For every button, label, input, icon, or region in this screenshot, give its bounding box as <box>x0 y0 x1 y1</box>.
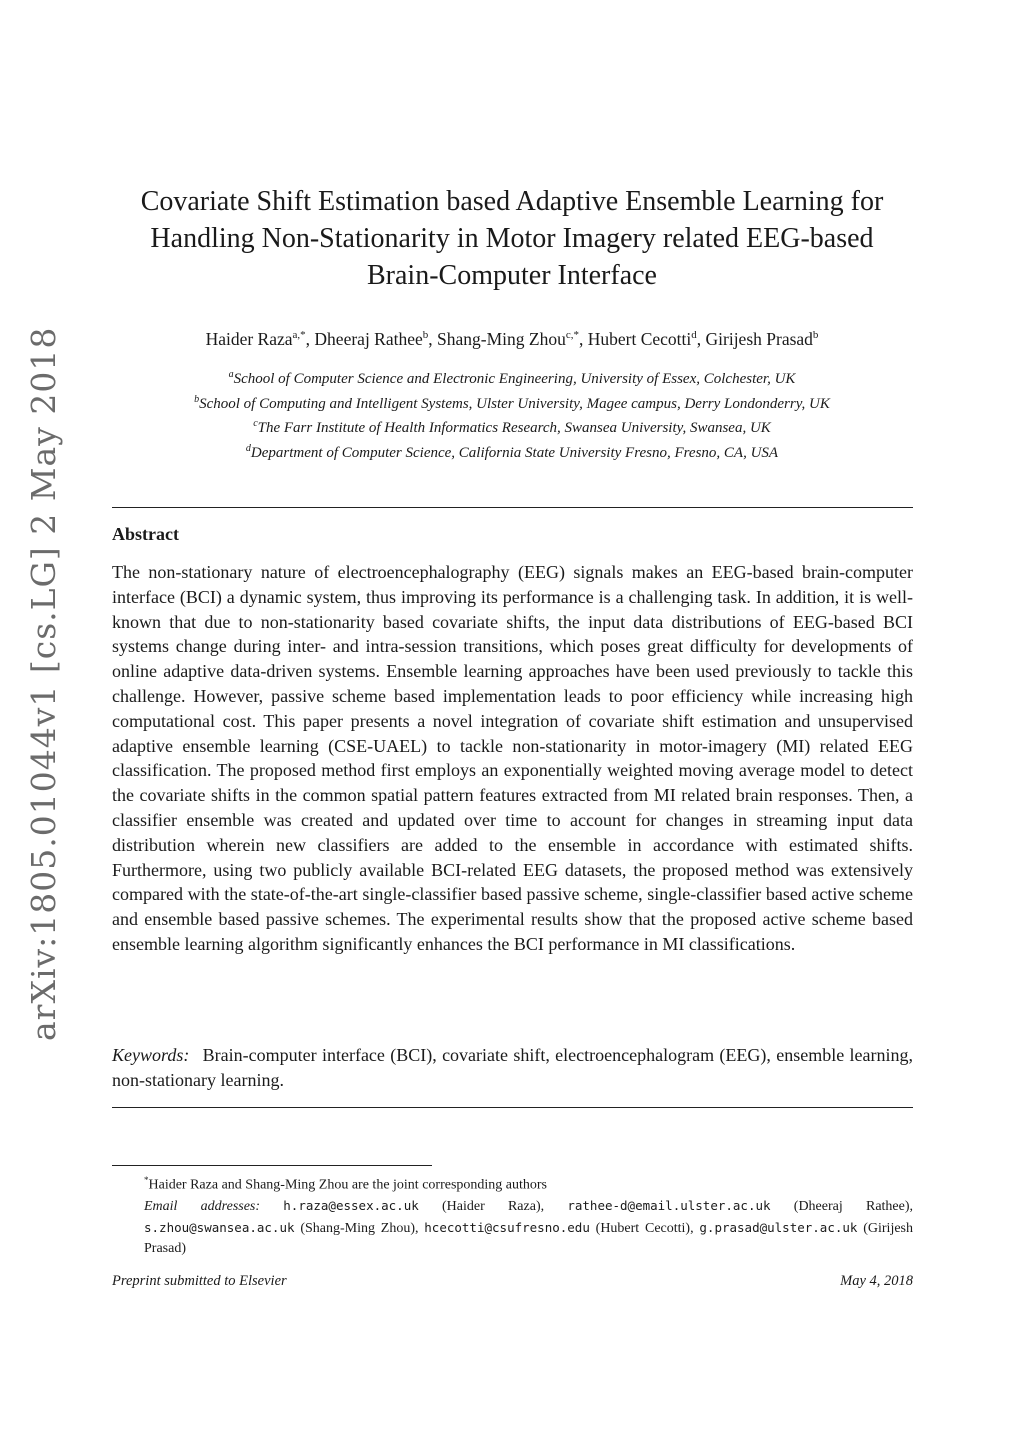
author: Shang-Ming Zhou$^{c,*}$ <box>437 328 579 349</box>
abstract-body: The non-stationary nature of electroencephalography (EEG) signals makes an EEG-based brain-computer interface (BCI) a dynamic system, thus improving its performance is a challenging task. In addition, it is well-known that due to non-stationarity based covariate shifts, the input data distributions of EEG-based BCI systems change during inter- and intra-session transitions, which poses great difficulty for developments of online adaptive data-driven systems. Ensemble learning approaches have been used previously to tackle this challenge. However, passive scheme based implementation leads to poor efficiency while increasing high computational cost. This paper presents a novel integration of covariate shift estimation and unsupervised adaptive ensemble learning (CSE-UAEL) to tackle non-stationarity in motor-imagery (MI) related EEG classification. The proposed method first employs an exponentially weighted moving average model to detect the covariate shifts in the common spatial pattern features extracted from MI related brain responses. Then, a classifier ensemble was created and updated over time to account for changes in streaming input data distribution wherein new classifiers are added to the ensemble in accordance with estimated shifts. Furthermore, using two publicly available BCI-related EEG datasets, the proposed method was extensively compared with the state-of-the-art single-classifier based passive scheme, single-classifier based active scheme and ensemble based passive schemes. The experimental results show that the proposed active scheme based ensemble learning algorithm significantly enhances the BCI performance in MI classifications. <box>112 562 913 954</box>
arxiv-sidebar-stamp: arXiv:1805.01044v1 [cs.LG] 2 May 2018 <box>24 326 63 1041</box>
author: Dheeraj Rathee$^b$ <box>314 328 429 349</box>
abstract-heading: Abstract <box>112 524 179 544</box>
title-line-3: Brain-Computer Interface <box>367 260 657 291</box>
title-line-1: Covariate Shift Estimation based Adaptive Ensemble Learning for <box>140 186 884 217</box>
keywords-text: Brain-computer interface (BCI), covariate shift, electroencephalogram (EEG), ensemble learning, non-stationary learning. <box>112 1045 914 1090</box>
affiliation: $^b$School of Computing and Intelligent Systems, Ulster University, Magee campus, Derry Londonderry, UK <box>194 393 830 412</box>
abstract-bottom-rule <box>112 1107 913 1108</box>
email-link[interactable]: s.zhou@swansea.ac.uk <box>144 1219 295 1235</box>
author: Girijesh Prasad$^b$ <box>705 328 819 349</box>
author: Hubert Cecotti$^d$ <box>587 328 697 349</box>
affiliation: $^a$School of Computer Science and Electronic Engineering, University of Essex, Colchester, UK <box>228 369 796 387</box>
footnote <box>112 1170 913 1260</box>
email-link[interactable]: hcecotti@csufresno.edu <box>424 1219 590 1235</box>
keywords <box>112 1043 913 1093</box>
footnote-rule <box>112 1165 432 1166</box>
paper-title <box>112 183 912 294</box>
affiliation-list <box>112 365 912 463</box>
author-list: Haider Raza$^{a,*}$, Dheeraj Rathee$^b$, Shang-Ming Zhou$^{c,*}$, Hubert Cecotti$^d$, Girijesh Prasad$^b$ <box>205 328 819 349</box>
title-line-2: Handling Non-Stationarity in Motor Imagery related EEG-based <box>150 223 874 254</box>
affiliation: $^d$Department of Computer Science, California State University Fresno, Fresno, CA, USA <box>245 442 779 461</box>
affiliation: $^c$The Farr Institute of Health Informatics Research, Swansea University, Swansea, UK <box>253 418 771 436</box>
author: Haider Raza$^{a,*}$ <box>205 328 306 349</box>
email-addresses: Email addresses: h.raza@essex.ac.uk (Haider Raza), rathee-d@email.ulster.ac.uk (Dheeraj Rathee), s.zhou@swansea.ac.uk (Shang-Ming Zhou), hcecotti@csufresno.edu (Hubert Cecotti), g.prasad@ulster.ac.uk (Girijesh Prasad) <box>144 1198 914 1257</box>
keywords-label: Keywords: <box>112 1045 190 1065</box>
corresponding-note: *Haider Raza and Shang-Ming Zhou are the joint corresponding authors <box>144 1175 548 1193</box>
email-link[interactable]: g.prasad@ulster.ac.uk <box>699 1219 858 1235</box>
email-link[interactable]: h.raza@essex.ac.uk <box>283 1198 419 1214</box>
email-link[interactable]: rathee-d@email.ulster.ac.uk <box>567 1198 771 1214</box>
preprint-date: May 4, 2018 <box>840 1273 913 1289</box>
abstract-top-rule <box>112 507 913 508</box>
preprint-note: Preprint submitted to Elsevier <box>112 1273 287 1289</box>
